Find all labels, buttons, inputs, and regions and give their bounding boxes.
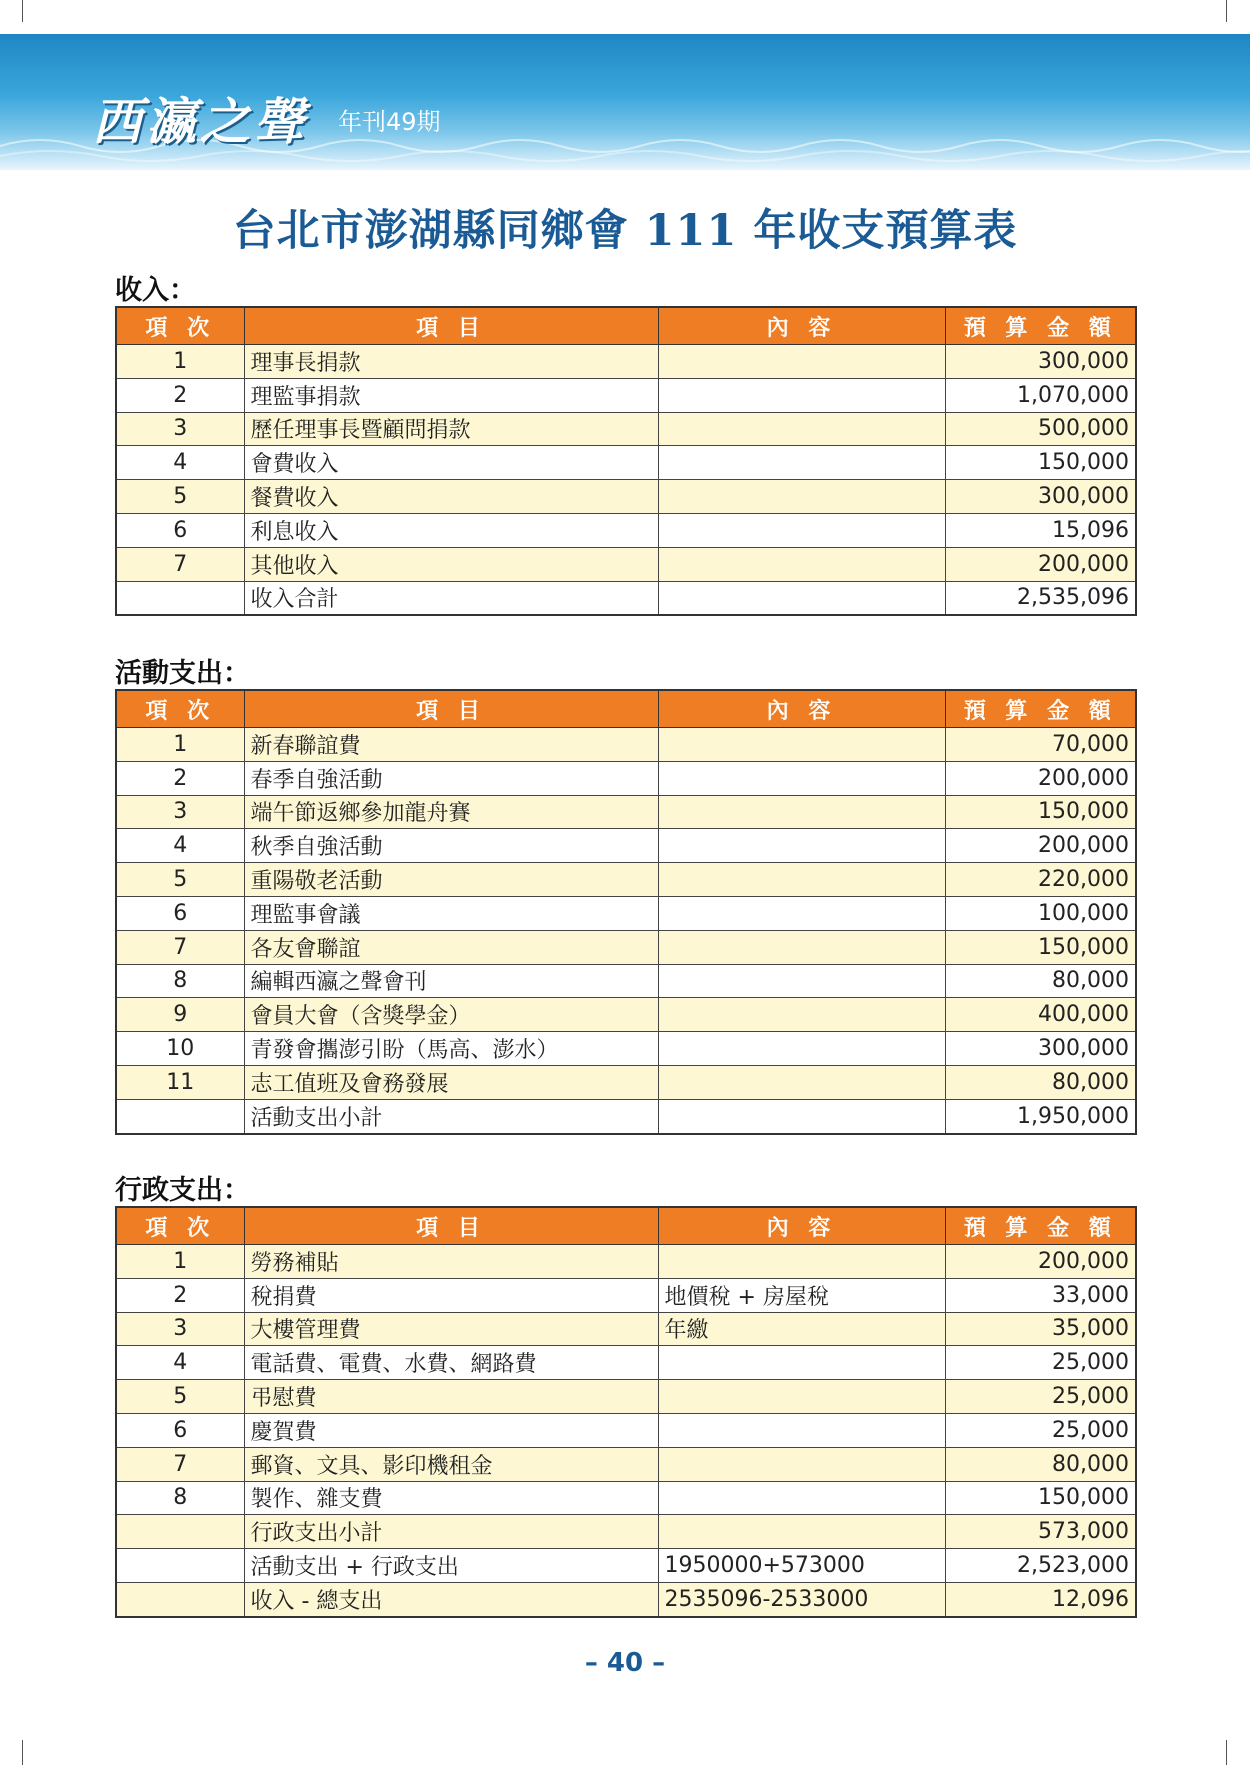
amount-cell: 200,000 xyxy=(945,829,1136,863)
row-number-cell: 6 xyxy=(116,513,244,547)
content-cell xyxy=(658,345,945,379)
content-cell xyxy=(658,581,945,615)
item-cell: 理監事捐款 xyxy=(244,378,658,412)
table-row xyxy=(116,412,1136,446)
amount-cell: 150,000 xyxy=(945,930,1136,964)
activity-expenses-table-body xyxy=(116,728,1136,1134)
table-row xyxy=(116,513,1136,547)
item-cell: 慶賀費 xyxy=(244,1413,658,1447)
table-row xyxy=(116,1065,1136,1099)
table-row xyxy=(116,345,1136,379)
table-row xyxy=(116,1032,1136,1066)
row-number-cell: 1 xyxy=(116,1245,244,1279)
amount-cell: 150,000 xyxy=(945,1481,1136,1515)
column-header-item: 項 目 xyxy=(244,690,658,728)
item-cell: 新春聯誼費 xyxy=(244,728,658,762)
content-cell: 2535096-2533000 xyxy=(658,1582,945,1616)
table-row xyxy=(116,480,1136,514)
item-cell: 春季自強活動 xyxy=(244,761,658,795)
row-number-cell xyxy=(116,1099,244,1133)
content-cell xyxy=(658,1065,945,1099)
amount-cell: 80,000 xyxy=(945,1447,1136,1481)
table-row xyxy=(116,446,1136,480)
content-cell xyxy=(658,1481,945,1515)
row-number-cell: 3 xyxy=(116,1312,244,1346)
table-row xyxy=(116,547,1136,581)
admin-expenses-table xyxy=(115,1206,1137,1618)
item-cell: 端午節返鄉參加龍舟賽 xyxy=(244,795,658,829)
amount-cell: 2,535,096 xyxy=(945,581,1136,615)
column-header-content: 內 容 xyxy=(658,690,945,728)
column-header-amount: 預 算 金 額 xyxy=(945,307,1136,345)
magazine-logo: 西瀛之聲 xyxy=(92,92,308,151)
issue-label: 年刊49期 xyxy=(338,108,441,136)
row-number-cell: 8 xyxy=(116,1481,244,1515)
content-cell xyxy=(658,1515,945,1549)
column-header-content: 內 容 xyxy=(658,1207,945,1245)
content-cell xyxy=(658,412,945,446)
income-table xyxy=(115,306,1137,616)
section-label-admin-expenses: 行政支出： xyxy=(115,1175,250,1206)
amount-cell: 220,000 xyxy=(945,863,1136,897)
row-number-cell: 4 xyxy=(116,446,244,480)
row-number-cell xyxy=(116,1582,244,1616)
item-cell: 收入合計 xyxy=(244,581,658,615)
item-cell: 勞務補貼 xyxy=(244,1245,658,1279)
table-header-row xyxy=(116,307,1136,345)
content-cell xyxy=(658,998,945,1032)
table-row xyxy=(116,1278,1136,1312)
row-number-cell: 3 xyxy=(116,412,244,446)
item-cell: 理事長捐款 xyxy=(244,345,658,379)
table-row xyxy=(116,998,1136,1032)
content-cell xyxy=(658,1099,945,1133)
content-cell xyxy=(658,446,945,480)
content-cell xyxy=(658,1413,945,1447)
row-number-cell: 1 xyxy=(116,728,244,762)
content-cell xyxy=(658,728,945,762)
crop-mark xyxy=(22,0,23,22)
amount-cell: 1,950,000 xyxy=(945,1099,1136,1133)
item-cell: 青發會攜澎引盼（馬高、澎水） xyxy=(244,1032,658,1066)
item-cell: 會費收入 xyxy=(244,446,658,480)
page-title: 台北市澎湖縣同鄉會 111 年收支預算表 xyxy=(232,206,1018,256)
table-row xyxy=(116,795,1136,829)
amount-cell: 573,000 xyxy=(945,1515,1136,1549)
column-header-amount: 預 算 金 額 xyxy=(945,690,1136,728)
table-row xyxy=(116,964,1136,998)
row-number-cell: 7 xyxy=(116,930,244,964)
crop-mark xyxy=(1226,1740,1227,1765)
item-cell: 電話費、電費、水費、網路費 xyxy=(244,1346,658,1380)
table-row xyxy=(116,1447,1136,1481)
table-row xyxy=(116,863,1136,897)
content-cell: 地價稅 + 房屋稅 xyxy=(658,1278,945,1312)
column-header-no: 項 次 xyxy=(116,690,244,728)
table-row xyxy=(116,1245,1136,1279)
table-header-row xyxy=(116,1207,1136,1245)
income-table-body xyxy=(116,345,1136,616)
column-header-item: 項 目 xyxy=(244,1207,658,1245)
table-row xyxy=(116,378,1136,412)
column-header-item: 項 目 xyxy=(244,307,658,345)
table-row xyxy=(116,581,1136,615)
table-row xyxy=(116,1312,1136,1346)
amount-cell: 25,000 xyxy=(945,1413,1136,1447)
row-number-cell: 5 xyxy=(116,1380,244,1414)
content-cell xyxy=(658,1380,945,1414)
content-cell xyxy=(658,761,945,795)
crop-mark xyxy=(1226,0,1227,22)
table-row xyxy=(116,1549,1136,1583)
content-cell xyxy=(658,1447,945,1481)
content-cell xyxy=(658,863,945,897)
table-row xyxy=(116,1413,1136,1447)
admin-expenses-table-body xyxy=(116,1245,1136,1617)
row-number-cell: 10 xyxy=(116,1032,244,1066)
content-cell xyxy=(658,795,945,829)
row-number-cell: 5 xyxy=(116,480,244,514)
row-number-cell: 9 xyxy=(116,998,244,1032)
row-number-cell: 7 xyxy=(116,1447,244,1481)
item-cell: 大樓管理費 xyxy=(244,1312,658,1346)
row-number-cell xyxy=(116,1549,244,1583)
row-number-cell: 7 xyxy=(116,547,244,581)
amount-cell: 200,000 xyxy=(945,761,1136,795)
amount-cell: 25,000 xyxy=(945,1346,1136,1380)
row-number-cell: 2 xyxy=(116,1278,244,1312)
table-row xyxy=(116,1099,1136,1133)
row-number-cell: 11 xyxy=(116,1065,244,1099)
content-cell xyxy=(658,547,945,581)
page-number: – 40 – xyxy=(584,1648,666,1678)
item-cell: 郵資、文具、影印機租金 xyxy=(244,1447,658,1481)
item-cell: 志工值班及會務發展 xyxy=(244,1065,658,1099)
amount-cell: 1,070,000 xyxy=(945,378,1136,412)
row-number-cell: 1 xyxy=(116,345,244,379)
amount-cell: 80,000 xyxy=(945,964,1136,998)
amount-cell: 80,000 xyxy=(945,1065,1136,1099)
amount-cell: 500,000 xyxy=(945,412,1136,446)
row-number-cell: 3 xyxy=(116,795,244,829)
table-row xyxy=(116,1346,1136,1380)
table-row xyxy=(116,1380,1136,1414)
content-cell xyxy=(658,378,945,412)
row-number-cell: 2 xyxy=(116,761,244,795)
row-number-cell: 6 xyxy=(116,896,244,930)
item-cell: 編輯西瀛之聲會刊 xyxy=(244,964,658,998)
item-cell: 收入 - 總支出 xyxy=(244,1582,658,1616)
row-number-cell xyxy=(116,581,244,615)
section-label-activity-expenses: 活動支出： xyxy=(115,658,250,689)
row-number-cell: 4 xyxy=(116,1346,244,1380)
row-number-cell: 2 xyxy=(116,378,244,412)
amount-cell: 150,000 xyxy=(945,446,1136,480)
item-cell: 歷任理事長暨顧問捐款 xyxy=(244,412,658,446)
item-cell: 其他收入 xyxy=(244,547,658,581)
section-label-income: 收入： xyxy=(115,275,196,306)
table-row xyxy=(116,1582,1136,1616)
item-cell: 各友會聯誼 xyxy=(244,930,658,964)
content-cell xyxy=(658,1032,945,1066)
amount-cell: 33,000 xyxy=(945,1278,1136,1312)
amount-cell: 300,000 xyxy=(945,345,1136,379)
content-cell xyxy=(658,480,945,514)
amount-cell: 100,000 xyxy=(945,896,1136,930)
item-cell: 稅捐費 xyxy=(244,1278,658,1312)
amount-cell: 200,000 xyxy=(945,1245,1136,1279)
content-cell xyxy=(658,896,945,930)
header-banner xyxy=(0,34,1250,170)
table-row xyxy=(116,930,1136,964)
content-cell: 1950000+573000 xyxy=(658,1549,945,1583)
row-number-cell: 6 xyxy=(116,1413,244,1447)
column-header-no: 項 次 xyxy=(116,1207,244,1245)
content-cell xyxy=(658,829,945,863)
item-cell: 理監事會議 xyxy=(244,896,658,930)
amount-cell: 12,096 xyxy=(945,1582,1136,1616)
row-number-cell xyxy=(116,1515,244,1549)
content-cell: 年繳 xyxy=(658,1312,945,1346)
activity-expenses-table xyxy=(115,689,1137,1135)
item-cell: 活動支出小計 xyxy=(244,1099,658,1133)
crop-mark xyxy=(22,1740,23,1765)
amount-cell: 300,000 xyxy=(945,480,1136,514)
amount-cell: 25,000 xyxy=(945,1380,1136,1414)
amount-cell: 70,000 xyxy=(945,728,1136,762)
table-row xyxy=(116,1515,1136,1549)
content-cell xyxy=(658,964,945,998)
table-row xyxy=(116,761,1136,795)
row-number-cell: 4 xyxy=(116,829,244,863)
item-cell: 會員大會（含獎學金） xyxy=(244,998,658,1032)
amount-cell: 400,000 xyxy=(945,998,1136,1032)
table-row xyxy=(116,728,1136,762)
item-cell: 餐費收入 xyxy=(244,480,658,514)
amount-cell: 150,000 xyxy=(945,795,1136,829)
column-header-amount: 預 算 金 額 xyxy=(945,1207,1136,1245)
amount-cell: 35,000 xyxy=(945,1312,1136,1346)
column-header-no: 項 次 xyxy=(116,307,244,345)
amount-cell: 2,523,000 xyxy=(945,1549,1136,1583)
content-cell xyxy=(658,1245,945,1279)
row-number-cell: 5 xyxy=(116,863,244,897)
item-cell: 重陽敬老活動 xyxy=(244,863,658,897)
amount-cell: 300,000 xyxy=(945,1032,1136,1066)
item-cell: 弔慰費 xyxy=(244,1380,658,1414)
item-cell: 秋季自強活動 xyxy=(244,829,658,863)
item-cell: 利息收入 xyxy=(244,513,658,547)
column-header-content: 內 容 xyxy=(658,307,945,345)
item-cell: 行政支出小計 xyxy=(244,1515,658,1549)
row-number-cell: 8 xyxy=(116,964,244,998)
amount-cell: 15,096 xyxy=(945,513,1136,547)
content-cell xyxy=(658,930,945,964)
item-cell: 活動支出 + 行政支出 xyxy=(244,1549,658,1583)
table-row xyxy=(116,1481,1136,1515)
table-row xyxy=(116,829,1136,863)
content-cell xyxy=(658,513,945,547)
content-cell xyxy=(658,1346,945,1380)
item-cell: 製作、雜支費 xyxy=(244,1481,658,1515)
table-row xyxy=(116,896,1136,930)
amount-cell: 200,000 xyxy=(945,547,1136,581)
table-header-row xyxy=(116,690,1136,728)
